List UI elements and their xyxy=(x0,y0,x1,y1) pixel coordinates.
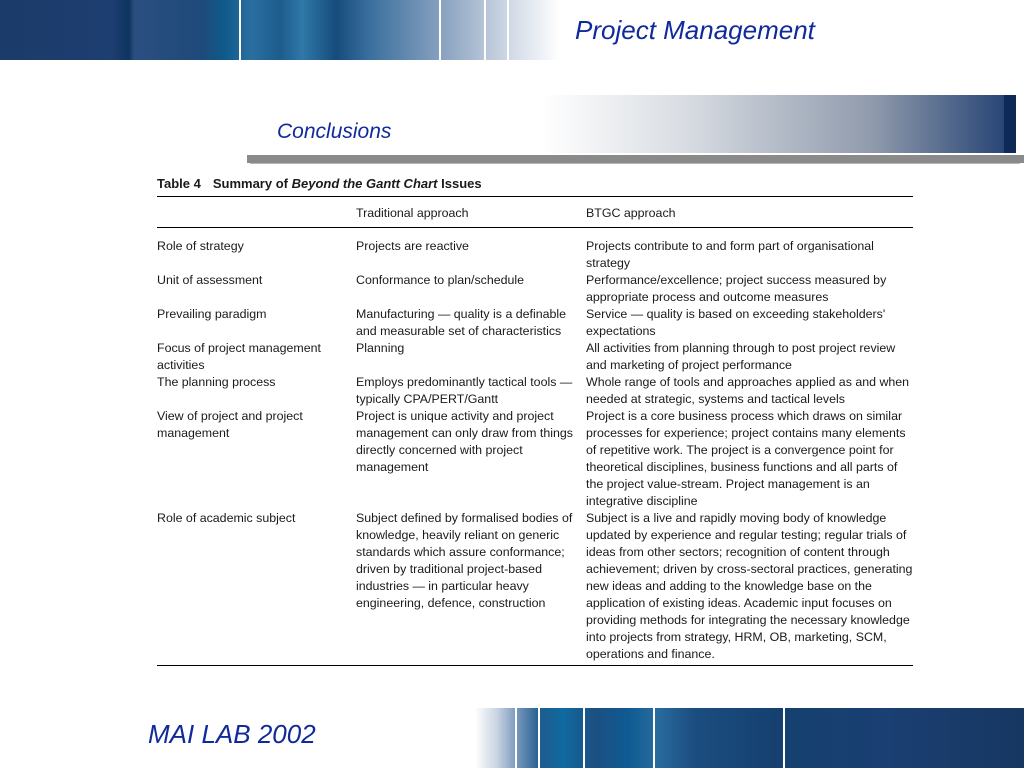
banner-divider xyxy=(515,708,517,768)
issue-cell: Unit of assessment xyxy=(157,273,263,287)
footer-label: MAI LAB 2002 xyxy=(148,719,316,749)
table-row xyxy=(157,272,913,306)
traditional-cell: Project is unique activity and project management can only draw from things directly concerned with project management xyxy=(356,409,573,474)
banner-divider xyxy=(484,0,486,60)
slide-subtitle: Conclusions xyxy=(277,120,392,143)
slide-title: Project Management xyxy=(575,15,815,45)
banner-divider xyxy=(783,708,785,768)
table-row xyxy=(157,510,913,663)
banner-divider xyxy=(239,0,241,60)
banner-divider xyxy=(439,0,441,60)
footer-banner xyxy=(475,708,1024,768)
column-header: BTGC approach xyxy=(586,206,676,220)
subtitle-bar-end xyxy=(1004,95,1016,153)
table-row xyxy=(157,238,913,272)
table-number: Table 4 xyxy=(157,176,201,191)
banner-divider xyxy=(538,708,540,768)
traditional-cell: Conformance to plan/schedule xyxy=(356,273,525,287)
btgc-cell: Service — quality is based on exceeding stakeholders' expectations xyxy=(586,307,886,338)
table-body xyxy=(157,228,913,665)
table-caption-prefix: Summary of xyxy=(212,176,288,191)
btgc-cell: Project is a core business process which draws on similar processes for experience; project contains many elements of repetitive work. The project is a convergence point for theoretical disciplines, business functions and all parts of the project value-stream. Project management is an integrative discipline xyxy=(586,409,906,508)
column-header xyxy=(157,205,356,222)
btgc-cell: Subject is a live and rapidly moving body of knowledge updated by experience and regular testing; regular trials of ideas from other sectors; recognition of content through achievement; driven by cross-sectoral practices, generating new ideas and adding to the knowledge base on the application of existing ideas. Academic input focuses on providing methods for integrating the necessary knowledge into projects from strategy, HRM, OB, marketing, SCM, operations and finance. xyxy=(586,511,913,661)
btgc-cell: All activities from planning through to post project review and marketing of project performance xyxy=(586,341,896,372)
btgc-cell: Projects contribute to and form part of organisational strategy xyxy=(586,239,874,270)
issue-cell: View of project and project management xyxy=(157,409,303,440)
table-row xyxy=(157,374,913,408)
traditional-cell: Manufacturing — quality is a definable and measurable set of characteristics xyxy=(356,307,567,338)
traditional-cell: Planning xyxy=(356,341,405,355)
subtitle-bar xyxy=(541,95,1016,153)
table-row xyxy=(157,408,913,510)
issue-cell: Role of strategy xyxy=(157,239,244,253)
btgc-cell: Whole range of tools and approaches applied as and when needed at strategic, systems and tactical levels xyxy=(586,375,910,406)
issue-cell: The planning process xyxy=(157,375,276,389)
banner-divider xyxy=(583,708,585,768)
table-row xyxy=(157,340,913,374)
column-header: Traditional approach xyxy=(356,206,469,220)
header-banner xyxy=(0,0,560,60)
table-row xyxy=(157,306,913,340)
table-caption-italic: Beyond the Gantt Chart xyxy=(291,176,438,191)
table-bottom-rule xyxy=(157,665,913,666)
table-caption-suffix: Issues xyxy=(441,176,482,191)
table-header-row xyxy=(157,197,913,227)
subtitle-rule xyxy=(247,155,1024,163)
btgc-cell: Performance/excellence; project success measured by appropriate process and outcome measures xyxy=(586,273,887,304)
issue-cell: Focus of project management activities xyxy=(157,341,321,372)
traditional-cell: Employs predominantly tactical tools — typically CPA/PERT/Gantt xyxy=(356,375,573,406)
banner-divider xyxy=(507,0,509,60)
traditional-cell: Subject defined by formalised bodies of knowledge, heavily reliant on generic standards which assure conformance; driven by traditional project-based industries — in particular heavy engineering, defence, construction xyxy=(356,511,573,610)
banner-divider xyxy=(653,708,655,768)
summary-table xyxy=(157,174,913,666)
issue-cell: Role of academic subject xyxy=(157,511,296,525)
issue-cell: Prevailing paradigm xyxy=(157,307,267,321)
table-caption xyxy=(157,174,913,196)
traditional-cell: Projects are reactive xyxy=(356,239,469,253)
